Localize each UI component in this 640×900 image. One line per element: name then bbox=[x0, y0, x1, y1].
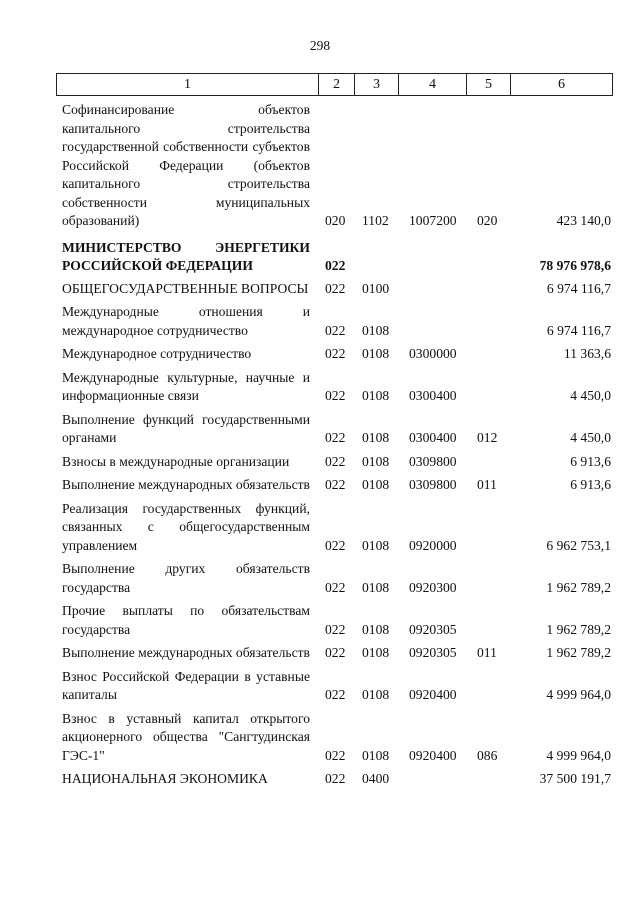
table-row bbox=[0, 345, 640, 364]
row-ministry-code: 022 bbox=[325, 537, 346, 553]
row-name: Выполнение международных обязательств bbox=[62, 645, 310, 660]
row-amount: 6 974 116,7 bbox=[546, 322, 611, 338]
row-ministry-code: 022 bbox=[325, 771, 346, 786]
table-row bbox=[0, 476, 640, 495]
row-name: Взнос Российской Федерации в уставные капиталы bbox=[62, 668, 310, 702]
row-target-code: 0920300 bbox=[409, 579, 457, 595]
row-ministry-code: 022 bbox=[325, 430, 346, 445]
table-row bbox=[0, 411, 640, 448]
row-section-code: 0108 bbox=[362, 579, 390, 595]
row-section-code: 0108 bbox=[362, 346, 390, 361]
row-section-code: 0108 bbox=[362, 621, 390, 637]
row-amount: 4 999 964,0 bbox=[546, 687, 611, 702]
row-amount: 1 962 789,2 bbox=[546, 579, 611, 595]
table-row bbox=[0, 239, 640, 276]
row-section-code: 0108 bbox=[362, 537, 390, 553]
row-target-code: 0300000 bbox=[409, 346, 457, 361]
header-col-6: 6 bbox=[511, 74, 613, 96]
row-ministry-code: 022 bbox=[325, 388, 346, 403]
row-target-code: 0920000 bbox=[409, 537, 457, 553]
row-amount: 6 974 116,7 bbox=[546, 280, 611, 296]
header-col-2: 2 bbox=[319, 74, 355, 96]
row-ministry-code: 022 bbox=[325, 687, 346, 702]
row-section-code: 0108 bbox=[362, 477, 390, 492]
table-row bbox=[0, 644, 640, 663]
row-amount: 4 450,0 bbox=[570, 388, 611, 403]
table-row bbox=[0, 369, 640, 406]
row-section-code: 0108 bbox=[362, 388, 390, 403]
row-amount: 4 999 964,0 bbox=[546, 747, 611, 763]
row-ministry-code: 022 bbox=[325, 579, 346, 595]
row-amount: 4 450,0 bbox=[570, 430, 611, 445]
row-name: Взнос в уставный капитал открытого акционерного общества "Сангтудинская ГЭС-1" bbox=[62, 710, 310, 763]
row-expense-type: 020 bbox=[477, 213, 498, 228]
header-col-1: 1 bbox=[57, 74, 319, 96]
table-row bbox=[0, 602, 640, 639]
row-section-code: 0108 bbox=[362, 645, 390, 660]
row-name: Прочие выплаты по обязательствам государства bbox=[62, 603, 310, 637]
row-expense-type: 086 bbox=[477, 747, 498, 763]
row-section-code: 0108 bbox=[362, 322, 390, 338]
row-amount: 37 500 191,7 bbox=[539, 771, 611, 786]
row-ministry-code: 022 bbox=[325, 645, 346, 660]
row-ministry-code: 022 bbox=[325, 453, 346, 469]
row-target-code: 0920305 bbox=[409, 645, 457, 660]
table-row bbox=[0, 280, 640, 299]
row-ministry-code: 022 bbox=[325, 258, 346, 273]
row-section-code: 0108 bbox=[362, 687, 390, 702]
row-target-code: 0920400 bbox=[409, 747, 457, 763]
table-row bbox=[0, 668, 640, 705]
row-target-code: 1007200 bbox=[409, 213, 457, 228]
table-row bbox=[0, 453, 640, 472]
row-section-code: 0100 bbox=[362, 280, 390, 296]
row-name: Международные культурные, научные и информационные связи bbox=[62, 369, 310, 403]
row-name: ОБЩЕГОСУДАРСТВЕННЫЕ ВОПРОСЫ bbox=[62, 280, 309, 296]
page-number: 298 bbox=[309, 38, 331, 53]
row-expense-type: 012 bbox=[477, 430, 498, 445]
row-ministry-code: 022 bbox=[325, 477, 346, 492]
row-ministry-code: 022 bbox=[325, 280, 346, 296]
header-col-4: 4 bbox=[399, 74, 467, 96]
row-section-code: 0400 bbox=[362, 771, 390, 786]
row-ministry-code: 022 bbox=[325, 322, 346, 338]
row-name: Выполнение других обязательств государства bbox=[62, 561, 310, 595]
row-name: Выполнение международных обязательств bbox=[62, 477, 310, 492]
row-name: МИНИСТЕРСТВО ЭНЕРГЕТИКИ РОССИЙСКОЙ ФЕДЕРАЦИИ bbox=[62, 239, 310, 273]
table-row bbox=[0, 303, 640, 340]
row-amount: 11 363,6 bbox=[563, 346, 611, 361]
row-name: Международные отношения и международное сотрудничество bbox=[62, 304, 310, 338]
column-header-row bbox=[56, 73, 613, 96]
table-row bbox=[0, 560, 640, 597]
header-col-3: 3 bbox=[355, 74, 399, 96]
table-row bbox=[0, 710, 640, 766]
row-amount: 6 913,6 bbox=[570, 477, 611, 492]
table-row bbox=[0, 101, 640, 231]
row-name: НАЦИОНАЛЬНАЯ ЭКОНОМИКА bbox=[62, 771, 268, 786]
row-amount: 6 913,6 bbox=[570, 453, 611, 469]
table-row bbox=[0, 500, 640, 556]
row-section-code: 0108 bbox=[362, 747, 390, 763]
row-expense-type: 011 bbox=[477, 645, 497, 660]
row-target-code: 0300400 bbox=[409, 388, 457, 403]
row-ministry-code: 022 bbox=[325, 747, 346, 763]
row-name: Международное сотрудничество bbox=[62, 346, 252, 361]
row-name: Реализация государственных функций, связанных с общегосударственным управлением bbox=[62, 500, 310, 553]
row-ministry-code: 020 bbox=[325, 213, 346, 228]
row-expense-type: 011 bbox=[477, 477, 497, 492]
row-target-code: 0920305 bbox=[409, 621, 457, 637]
table-row bbox=[0, 770, 640, 789]
row-section-code: 1102 bbox=[362, 213, 389, 228]
row-amount: 6 962 753,1 bbox=[546, 537, 611, 553]
row-target-code: 0309800 bbox=[409, 477, 457, 492]
row-name: Софинансирование объектов капитального строительства государственной собственности субъектов Российской Федерации (объектов капитального строительства собственности муниципальных образований) bbox=[62, 102, 310, 228]
budget-table-body bbox=[0, 101, 640, 789]
row-ministry-code: 022 bbox=[325, 621, 346, 637]
row-target-code: 0309800 bbox=[409, 453, 457, 469]
row-ministry-code: 022 bbox=[325, 346, 346, 361]
row-target-code: 0300400 bbox=[409, 430, 457, 445]
row-section-code: 0108 bbox=[362, 430, 390, 445]
row-name: Взносы в международные организации bbox=[62, 453, 290, 469]
row-amount: 1 962 789,2 bbox=[546, 645, 611, 660]
header-col-5: 5 bbox=[467, 74, 511, 96]
row-section-code: 0108 bbox=[362, 453, 390, 469]
row-amount: 78 976 978,6 bbox=[539, 258, 611, 273]
row-amount: 1 962 789,2 bbox=[546, 621, 611, 637]
row-target-code: 0920400 bbox=[409, 687, 457, 702]
row-name: Выполнение функций государственными органами bbox=[62, 411, 310, 445]
row-amount: 423 140,0 bbox=[556, 213, 611, 228]
